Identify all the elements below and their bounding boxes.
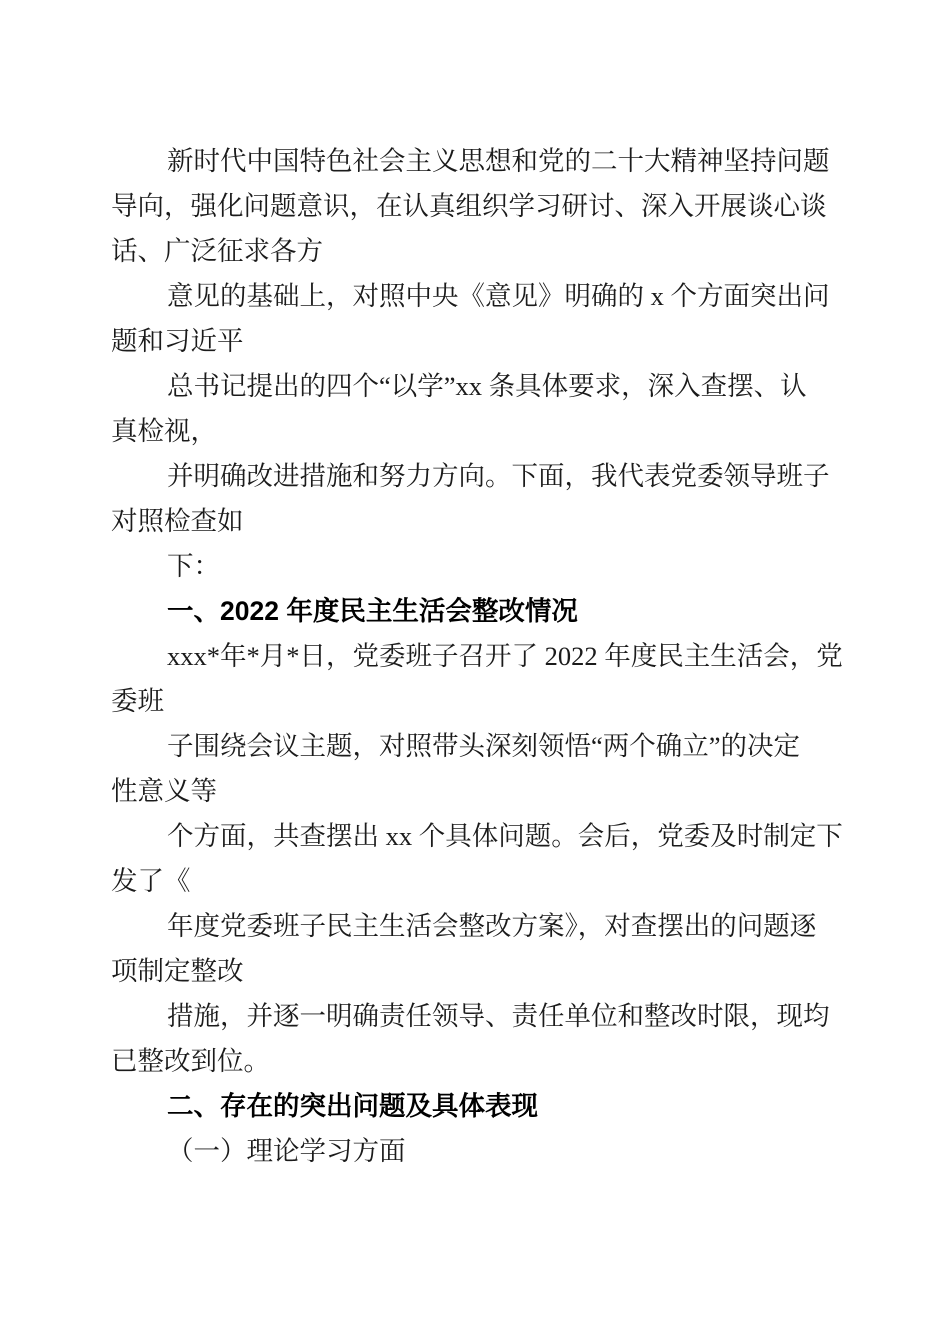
paragraph-line: 措施，并逐一明确责任领导、责任单位和整改时限，现均 (167, 1001, 830, 1031)
paragraph-line: 子围绕会议主题，对照带头深刻领悟“两个确立”的决定 (167, 731, 801, 761)
paragraph-line: 总书记提出的四个“以学”xx 条具体要求，深入查摆、认 (167, 371, 807, 401)
paragraph-line: 个方面，共查摆出 xx 个具体问题。会后，党委及时制定下 (167, 821, 843, 851)
paragraph-line: 对照检查如 (111, 506, 244, 536)
document-body (111, 139, 843, 1174)
paragraph-line: 并明确改进措施和努力方向。下面，我代表党委领导班子 (167, 461, 830, 491)
section-1-heading: 一、2022 年度民主生活会整改情况 (167, 596, 578, 626)
paragraph-line: 真检视， (111, 416, 217, 446)
paragraph-line: 项制定整改 (111, 956, 244, 986)
section-2-heading: 二、存在的突出问题及具体表现 (167, 1091, 538, 1121)
paragraph-line: 下： (167, 551, 220, 581)
paragraph-line: 发了《 (111, 866, 191, 896)
paragraph-line: 话、广泛征求各方 (111, 236, 323, 266)
paragraph-line: 新时代中国特色社会主义思想和党的二十大精神坚持问题 (167, 146, 830, 176)
paragraph-line: 题和习近平 (111, 326, 244, 356)
paragraph-line: 年度党委班子民主生活会整改方案》，对查摆出的问题逐 (167, 911, 817, 941)
paragraph-line: 导向，强化问题意识，在认真组织学习研讨、深入开展谈心谈 (111, 191, 827, 221)
paragraph-line: 委班 (111, 686, 164, 716)
paragraph-line: xxx*年*月*日，党委班子召开了 2022 年度民主生活会，党 (167, 641, 843, 671)
subsection-1-heading: （一）理论学习方面 (167, 1136, 406, 1166)
paragraph-line: 已整改到位。 (111, 1046, 270, 1076)
paragraph-line: 性意义等 (111, 776, 217, 806)
paragraph-line: 意见的基础上，对照中央《意见》明确的 x 个方面突出问 (167, 281, 830, 311)
